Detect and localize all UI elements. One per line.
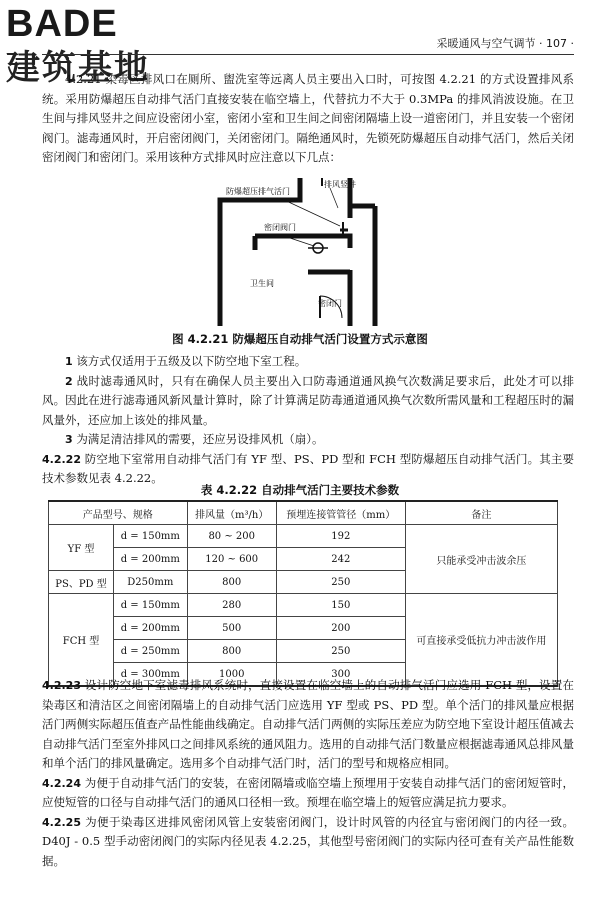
table-row (49, 525, 558, 548)
table-cell: 只能承受冲击波余压 (405, 525, 557, 594)
table-header-row (49, 501, 558, 525)
table-cell: d = 150mm (114, 525, 188, 548)
table-cell: YF 型 (49, 525, 114, 571)
notes-list (42, 352, 574, 489)
section-4-2-23 (42, 676, 574, 774)
table-cell: 250 (276, 640, 405, 663)
note-3-text: 为满足清洁排风的需要，还应另设排风机（扇）。 (76, 432, 324, 446)
table-header: 排风量（m³/h） (187, 501, 276, 525)
table-cell: 500 (187, 617, 276, 640)
note-1 (42, 352, 574, 372)
label-exhaust-valve: 防爆超压排气活门 (226, 187, 290, 196)
paragraph-4-2-21: 4.2.21 染毒区排风口在厕所、盥洗室等远离人员主要出入口时，可按图 4.2.21 的方式设置排风系统。采用防爆超压自动排气活门直接安装在临空墙上，代替抗力不大于 0.3MPa 的排风消波设施。在卫生间与排风竖井之间应设密闭小室，密闭小室和卫生间之间密闭隔墙上设一道密闭门，并且安装一个密闭阀门。滤毒通风时，开启密闭阀门，关闭密闭门。隔绝通风时，先锁死防爆超压自动排气活门，然后关闭密闭阀门和密闭门。采用该种方式排风时应注意以下几点： (42, 72, 574, 164)
note-3-number: 3 (65, 433, 73, 446)
table-cell: 250 (276, 571, 405, 594)
table-cell: 192 (276, 525, 405, 548)
table-cell: 120 ~ 600 (187, 548, 276, 571)
label-sealed-door: 密闭门 (318, 299, 342, 308)
section-4-2-21 (42, 70, 574, 168)
section-4-2-23-text: 设计防空地下室滤毒排风系统时，直接设置在临空墙上的自动排气活门应选用 FCH 型，设置在染毒区和清洁区之间密闭隔墙上的自动排气活门应选用 YF 型或 PS、PD 型。单个活门的排风量应根据活门两侧实际超压值查产品性能曲线确定。自动排气活门两侧的实际压差应为防空地下室设计超压值减去自动排气活门至室外排风口之间排风系统的通风阻力。选用的自动排气活门数量应根据滤毒通风总排风量和单个活门的排风量确定。选用多个自动排气活门时，活门的型号和规格应相同。 (42, 678, 574, 770)
table-header: 预埋连接管管径（mm） (276, 501, 405, 525)
table-cell: 242 (276, 548, 405, 571)
table-cell: 200 (276, 617, 405, 640)
sections-4-2-23-to-25 (42, 676, 574, 871)
logo-latin: BADE (6, 3, 118, 45)
label-toilet: 卫生间 (250, 279, 274, 288)
section-4-2-25-text: 为便于染毒区进排风密闭风管上安装密闭阀门，设计时风管的内径宜与密闭阀门的内径一致。D40J - 0.5 型手动密闭阀门的实际内径见表 4.2.25，其他型号密闭阀门的实际内径可查有关产品性能数据。 (42, 814, 574, 868)
table-cell: 150 (276, 594, 405, 617)
exhaust-valve-diagram (200, 178, 400, 326)
table-cell: 800 (187, 571, 276, 594)
table-cell: d = 150mm (114, 594, 188, 617)
table-cell: 可直接承受低抗力冲击波作用 (405, 594, 557, 687)
table-cell: D250mm (114, 571, 188, 594)
section-4-2-25 (42, 813, 574, 872)
outer-wall (220, 178, 300, 326)
note-2-text: 战时滤毒通风时，只有在确保人员主要出入口防毒通道通风换气次数满足要求后，此处才可以排风。因此在进行滤毒通风新风量计算时，除了计算满足防毒通道通风换气次数所需风量和工程超压时的漏风量外，还应加上该处的排风量。 (42, 373, 575, 427)
section-4-2-25-number: 4.2.25 (42, 815, 81, 829)
note-3 (42, 430, 574, 450)
note-1-text: 该方式仅适用于五级及以下防空地下室工程。 (76, 354, 307, 368)
table-cell: d = 200mm (114, 617, 188, 640)
label-sealed-valve: 密闭阀门 (264, 223, 296, 232)
running-title: 采暖通风与空气调节 · 107 · (436, 37, 574, 50)
running-header (42, 36, 574, 55)
table-row (49, 594, 558, 617)
table-cell: 1000 (187, 663, 276, 687)
section-4-2-22-number: 4.2.22 (42, 452, 81, 466)
section-4-2-24-text: 为便于自动排气活门的安装，在密闭隔墙或临空墙上预埋用于安装自动排气活门的密闭短管时，应使短管的口径与自动排气活门的通风口径相一致。预埋在临空墙上的短管应满足抗力要求。 (42, 775, 574, 809)
note-1-number: 1 (65, 355, 73, 368)
section-4-2-23-number: 4.2.23 (42, 679, 81, 692)
section-4-2-24-number: 4.2.24 (42, 776, 81, 790)
table-cell: 800 (187, 640, 276, 663)
table-caption: 表 4.2.22 自动排气活门主要技术参数 (200, 483, 400, 497)
table-header: 产品型号、规格 (49, 501, 188, 525)
logo-chinese: 建筑基地 (6, 48, 150, 88)
table-cell: d = 200mm (114, 548, 188, 571)
table-cell: d = 250mm (114, 640, 188, 663)
table-cell: PS、PD 型 (49, 571, 114, 594)
note-2-number: 2 (65, 374, 73, 388)
table-cell: 300 (276, 663, 405, 687)
label-exhaust-shaft: 排风竖井 (324, 180, 356, 189)
note-2 (42, 372, 574, 431)
figure-caption: 图 4.2.21 防爆超压自动排气活门设置方式示意图 (172, 332, 428, 346)
table-cell: 80 ~ 200 (187, 525, 276, 548)
section-4-2-24 (42, 774, 574, 813)
valve-parameter-table (48, 500, 558, 687)
section-4-2-22-text: 防空地下室常用自动排气活门有 YF 型、PS、PD 型和 FCH 型防爆超压自动排气活门。其主要技术参数见表 4.2.22。 (42, 451, 575, 485)
table-cell: FCH 型 (49, 594, 114, 687)
table-header: 备注 (405, 501, 557, 525)
table-cell: 280 (187, 594, 276, 617)
table-cell: d = 300mm (114, 663, 188, 687)
